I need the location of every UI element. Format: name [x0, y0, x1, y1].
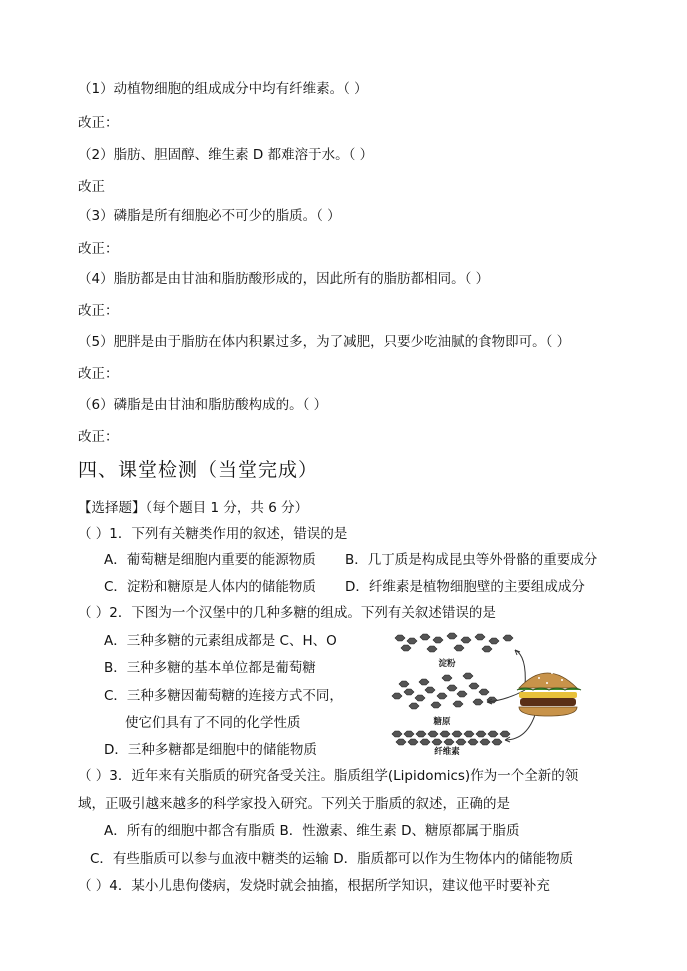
q2-stem: （ ）2．下图为一个汉堡中的几种多糖的组成。下列有关叙述错误的是 — [78, 605, 496, 621]
cellulose-label: 纤维素 — [434, 747, 460, 756]
section-title: 四、课堂检测（当堂完成） — [78, 459, 319, 481]
q3-stem: （ ）3．近年来有关脂质的研究备受关注。脂质组学(Lipidomics)作为一个全新的领 — [78, 768, 579, 784]
q2-option-b: B．三种多糖的基本单位都是葡萄糖 — [104, 660, 316, 676]
judge-item-5: （5）肥胖是由于脂肪在体内积累过多，为了减肥，只要少吃油腻的食物即可。（ ） — [78, 334, 571, 350]
q1-option-d: D．纤维素是植物细胞壁的主要组成成分 — [345, 579, 585, 595]
polysaccharide-figure — [387, 628, 627, 756]
q3-options-cd: C．有些脂质可以参与血液中糖类的运输 D．脂质都可以作为生物体内的储能物质 — [90, 851, 574, 867]
judge-item-1: （1）动植物细胞的组成成分中均有纤维素。（ ） — [78, 81, 368, 97]
q2-option-a: A．三种多糖的元素组成都是 C、H、O — [104, 633, 337, 649]
q1-option-a: A．葡萄糖是细胞内重要的能源物质 — [104, 552, 316, 568]
judge-item-4: （4）脂肪都是由甘油和脂肪酸形成的，因此所有的脂肪都相同。（ ） — [78, 271, 490, 287]
judge-fix-2: 改正 — [78, 179, 105, 195]
q1-option-c: C．淀粉和糖原是人体内的储能物质 — [104, 579, 316, 595]
q1-option-b: B．几丁质是构成昆虫等外骨骼的重要成分 — [345, 552, 598, 568]
judge-fix-3: 改正： — [78, 241, 119, 257]
glycogen-label: 糖原 — [433, 717, 451, 727]
judge-item-2: （2）脂肪、胆固醇、维生素 D 都难溶于水。（ ） — [78, 147, 374, 163]
judge-item-6: （6）磷脂是由甘油和脂肪酸构成的。（ ） — [78, 397, 328, 413]
q2-option-c-cont: 使它们具有了不同的化学性质 — [125, 715, 301, 731]
judge-fix-1: 改正： — [78, 115, 119, 131]
q2-option-c: C．三种多糖因葡萄糖的连接方式不同， — [104, 688, 343, 704]
glycogen-cluster — [392, 673, 497, 709]
judge-item-3: （3）磷脂是所有细胞必不可少的脂质。（ ） — [78, 208, 341, 224]
judge-fix-4: 改正： — [78, 303, 119, 319]
q1-stem: （ ）1．下列有关糖类作用的叙述，错误的是 — [78, 526, 348, 542]
q4-stem: （ ）4．某小儿患佝偻病，发烧时就会抽搐，根据所学知识，建议他平时要补充 — [78, 878, 550, 894]
starch-chain — [395, 633, 513, 652]
cellulose-chains — [392, 731, 510, 745]
starch-label: 淀粉 — [438, 659, 456, 669]
hamburger-icon — [517, 672, 581, 716]
choice-header: 【选择题】（每个题目 1 分，共 6 分） — [78, 500, 309, 516]
q3-stem-cont: 域，正吸引越来越多的科学家投入研究。下列关于脂质的叙述，正确的是 — [78, 796, 510, 812]
judge-fix-5: 改正： — [78, 366, 119, 382]
q2-option-d: D．三种多糖都是细胞中的储能物质 — [104, 742, 317, 758]
judge-fix-6: 改正： — [78, 429, 119, 445]
q3-options-ab: A．所有的细胞中都含有脂质 B．性激素、维生素 D、糖原都属于脂质 — [104, 823, 520, 839]
